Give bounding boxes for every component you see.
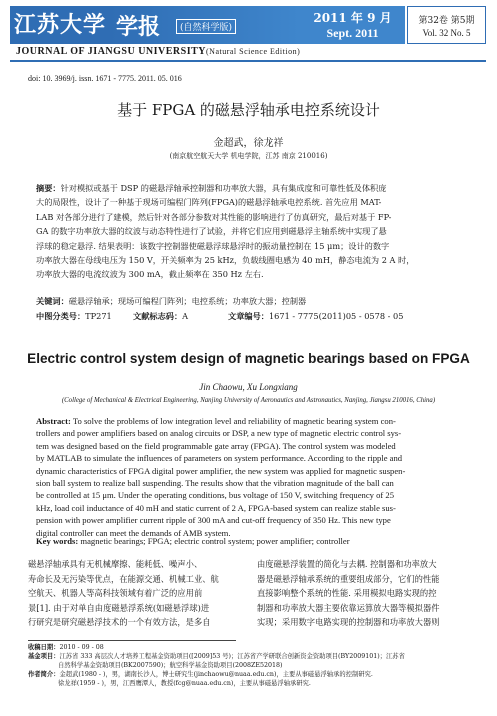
journal-name-en-text: JOURNAL OF JIANGSU UNIVERSITY (16, 46, 206, 57)
journal-edition-en: (Natural Science Edition) (206, 47, 301, 56)
footnote-text: 江苏省 333 高层次人才培养工程基金资助项目([2009]53 号)；江苏省产学研联合创新资金资助项目(BY2009101)；江苏省 (59, 653, 405, 660)
issue-volume (407, 6, 486, 44)
footnote-text: 金超武(1980 - )，男，湖南长沙人，博士研究生(jinchaowu@nuaa.edu.cn)，主要从事磁悬浮轴承的控制研究. (59, 671, 373, 678)
journal-xuebao: 学报 (116, 14, 161, 40)
body-line: 实现；采用数字电路实现的控制器和功率放大器则 (257, 617, 440, 627)
affiliation-en: (College of Mechanical & Electrical Engineering, Nanjing University of Aeronautics and Astronautics, Nanjing, Jiangsu 210016, China) (61, 397, 436, 404)
journal-name-en (16, 46, 300, 57)
body-left-column (28, 557, 236, 630)
header-rule (10, 60, 486, 62)
article-number (228, 311, 403, 322)
footnote-received (28, 644, 478, 653)
journal-logo: 江苏大学 (10, 6, 110, 44)
body-line: 磁悬浮轴承具有无机械摩擦、能耗低、噪声小、 (28, 559, 203, 569)
footnote-text: 2010 - 09 - 08 (59, 644, 104, 651)
clc (36, 311, 112, 321)
abstract-en-line: tem was designed based on the field programmable gate array (FPGA). The control system was modeled (36, 440, 396, 451)
keywords-cn (36, 296, 462, 307)
abstract-cn (36, 181, 462, 282)
abstract-cn-line: LAB 对各部分进行了建模，然后针对各部分参数对其性能的影响进行了仿真研究，最后对基于 FP- (36, 211, 392, 222)
body-right-column (257, 557, 469, 630)
body-line: 行研究是研究磁悬浮技术的一个有效方法，是多自 (28, 617, 211, 627)
footnote-author (28, 671, 478, 680)
document-code-value: A (182, 311, 189, 321)
footnote-label: 基金项目： (28, 653, 60, 660)
doi: doi: 10. 3969/j. issn. 1671 - 7775. 2011. 05. 016 (28, 74, 182, 83)
abstract-en (36, 415, 462, 539)
abstract-en-line: pension with power amplifier current ripple of 300 mA and cut-off frequency of 350 Hz. This new type (36, 515, 391, 526)
abstract-cn-line: 针对模拟或基于 DSP 的磁悬浮轴承控制器和功率放大器，具有集成度和可靠性低及体积庞 (60, 183, 387, 193)
journal-edition: (自然科学版) (176, 19, 236, 34)
affiliation-cn: (南京航空航天大学 机电学院，江苏 南京 210016) (169, 152, 328, 160)
authors-en: Jin Chaowu, Xu Longxiang (199, 382, 298, 392)
abstract-en-line: trollers and power amplifiers based on analog circuits or DSP, a new type of magnetic electric control sys- (36, 428, 402, 439)
keywords-en-text: magnetic bearings; FPGA; electric control system; power amplifier; controller (80, 536, 350, 546)
volume-en: Vol. 32 No. 5 (422, 28, 471, 38)
abstract-cn-line: GA 的数字功率放大器的纹波与动态特性进行了试验，并将它们应用到磁悬浮主轴系统中实现了悬 (36, 226, 387, 237)
body-line: 景[1]. 由于对单自由度磁悬浮系统(如磁悬浮球)进 (28, 602, 210, 613)
volume-cn: 第32卷 第5期 (418, 16, 475, 26)
body-line: 空航天、机器人等高科技领域有着广泛的应用前 (28, 588, 203, 598)
footnote-author-cont (58, 680, 478, 689)
keywords-en (36, 536, 462, 546)
abstract-en-line: dynamic characteristics of FPGA digital power amplifier, the new system was applied for magnetic suspen- (36, 465, 406, 476)
keywords-cn-text: 磁悬浮轴承；现场可编程门阵列；电控系统；功率放大器；控制器 (68, 296, 307, 306)
footnote-label: 收稿日期： (28, 644, 60, 651)
title-cn: 基于 FPGA 的磁悬浮轴承电控系统设计 (117, 101, 380, 119)
title-en: Electric control system design of magnetic bearings based on FPGA (27, 351, 470, 366)
clc-label: 中图分类号： (36, 311, 86, 321)
abstract-en-line: digital controller can meet the demands of AMB system. (36, 527, 231, 538)
document-code-label: 文献标志码： (133, 311, 183, 321)
abstract-en-line: sion ball system to realize ball suspending. The results show that the vibration magnitude of the ball can (36, 478, 394, 489)
abstract-en-label: Abstract: (36, 416, 71, 426)
footnote-rule (28, 640, 236, 641)
journal-header (10, 6, 486, 44)
abstract-cn-line: 功率放大器在母线电压为 150 V，开关频率为 25 kHz，负载线圈电感为 40 mH，静态电流为 2 A 时， (36, 255, 415, 266)
issue-date-en: Sept. 2011 (326, 26, 379, 40)
keywords-cn-label: 关键词： (36, 296, 69, 306)
clc-value: TP271 (85, 311, 112, 321)
footnote-funding-cont (58, 662, 478, 671)
body-line: 直接影响整个系统的性能. 采用模拟电路实现的控 (257, 588, 437, 598)
abstract-cn-line: 功率放大器的电流纹波为 300 mA，截止频率在 350 Hz 左右. (36, 269, 264, 280)
footnote-text: 徐龙祥(1959 - )，男，江西鹰潭人，教授(fcg@nuaa.edu.cn)，主要从事磁悬浮轴承研究. (58, 680, 311, 687)
abstract-cn-line: 大的局限性，设计了一种基于现场可编程门阵列(FPGA)的磁悬浮轴承电控系统. 首先应用 MAT- (36, 197, 382, 208)
article-number-value: 1671 - 7775(2011)05 - 0578 - 05 (268, 311, 404, 321)
journal-banner (110, 6, 300, 44)
abstract-cn-line: 浮球的稳定悬浮. 结果表明：该数字控制器使磁悬浮球悬浮时的振动量控制在 15 μm；设计的数字 (36, 240, 390, 251)
abstract-cn-label: 摘要： (36, 183, 61, 193)
classification-row (36, 311, 462, 322)
authors-cn: 金超武，徐龙祥 (213, 138, 284, 149)
body-line: 寿命长及无污染等优点，在能源交通、机械工业、航 (28, 573, 219, 584)
body-line: 由度磁悬浮装置的简化与去耦. 控制器和功率放大 (257, 559, 437, 569)
body-line: 器是磁悬浮轴承系统的重要组成部分，它们的性能 (257, 573, 440, 584)
keywords-en-label: Key words: (36, 536, 79, 546)
body-line: 制器和功率放大器主要依靠运算放大器等模拟器件 (257, 602, 440, 613)
issue-date (300, 6, 405, 44)
footnote-text: 自然科学基金资助项目(BK2007590)；航空科学基金资助项目(2008ZE52018) (58, 662, 283, 669)
abstract-en-line: be controlled at 15 μm. Under the operating conditions, bus voltage of 150 V, switching frequency of 25 (36, 490, 394, 501)
abstract-en-line: by MATLAB to simulate the influences of parameters on system performance. According to the ripple and (36, 453, 403, 464)
abstract-en-line: kHz, load coil inductance of 40 mH and static current of 2 A, FPGA-based system can realize stable sus- (36, 502, 396, 513)
footnote-funding (28, 653, 478, 662)
article-number-label: 文章编号： (228, 311, 269, 321)
document-code (133, 311, 188, 322)
abstract-en-line: To solve the problems of low integration level and reliability of magnetic bearing system con- (72, 416, 396, 426)
issue-date-cn: 2011 年 9 月 (313, 11, 392, 25)
footnote-label: 作者简介： (28, 671, 60, 678)
